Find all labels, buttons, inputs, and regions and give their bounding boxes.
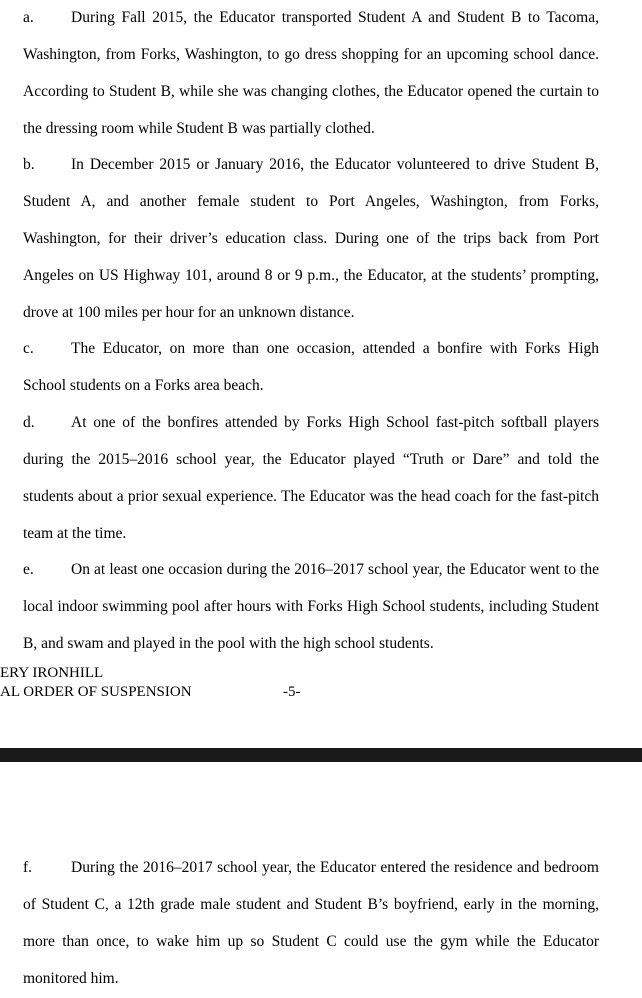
paragraph-text: On at least one occasion during the 2016–2017 school year, the Educator went to the local indoor swimming pool after hours with Forks High School students, including Student B, and swam and played in the pool with the high school students. [23, 561, 599, 652]
paragraph-text: During the 2016–2017 school year, the Educator entered the residence and bedroom of Student C, a 12th grade male student and Student B’s boyfriend, early in the morning, more than once, to wake him up so Student C could use the gym while the Educator monitored him. [23, 859, 599, 987]
footer-name: ERY IRONHILL [0, 665, 104, 681]
paragraph-marker: e. [23, 561, 34, 578]
paragraph-text: At one of the bonfires attended by Forks High School fast-pitch softball players during the 2015–2016 school year, the Educator played “Truth or Dare” and told the students about a prior sexual experience. The Educator was the head coach for the fast-pitch team at the time. [23, 414, 599, 542]
paragraph-marker: b. [23, 156, 35, 173]
paragraph-b [23, 147, 599, 332]
footer-document-title: AL ORDER OF SUSPENSION [0, 684, 192, 700]
paragraph-marker: f. [23, 859, 33, 876]
paragraph-d [23, 405, 599, 553]
paragraph-text: During Fall 2015, the Educator transported Student A and Student B to Tacoma, Washington, from Forks, Washington, to go dress shopping for an upcoming school dance. According to Student B, while she was changing clothes, the Educator opened the curtain to the dressing room while Student B was partially clothed. [23, 9, 599, 137]
paragraph-c [23, 331, 599, 405]
paragraph-a [23, 0, 599, 148]
paragraph-text: The Educator, on more than one occasion, attended a bonfire with Forks High School students on a Forks area beach. [23, 340, 599, 394]
paragraph-text: In December 2015 or January 2016, the Educator volunteered to drive Student B, Student A, and another female student to Port Angeles, Washington, from Forks, Washington, for their driver’s education class. During one of the trips back from Port Angeles on US Highway 101, around 8 or 9 p.m., the Educator, at the students’ prompting, drove at 100 miles per hour for an unknown distance. [23, 156, 599, 321]
paragraph-marker: a. [23, 9, 34, 26]
paragraph-e [23, 552, 599, 663]
paragraph-f [23, 850, 599, 998]
page-separator [0, 748, 642, 762]
paragraph-marker: d. [23, 414, 35, 431]
page-number: -5- [283, 684, 301, 700]
paragraph-marker: c. [23, 340, 34, 357]
page-6 [0, 762, 642, 992]
